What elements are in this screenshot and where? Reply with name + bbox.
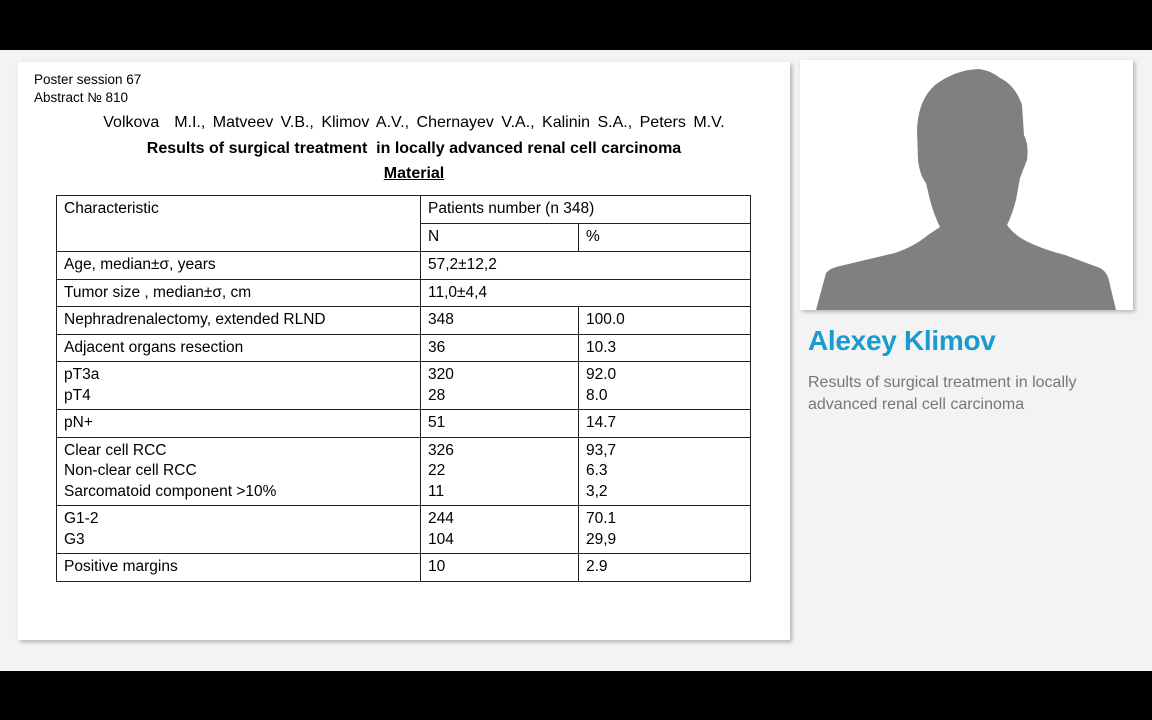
section-heading: Material [383,165,445,182]
characteristic-label: G3 [64,530,85,548]
n-cell [421,437,579,506]
percent-cell [579,334,751,362]
table-row [57,437,751,506]
header-percent: % [579,224,751,252]
median-value-cell: 11,0±4,4 [421,279,751,307]
characteristic-label: pT3a [64,366,100,383]
material-table [56,195,751,582]
percent-value: 8.0 [586,386,608,404]
percent-value: 14.7 [586,414,617,431]
table-row [57,554,751,582]
n-value: 348 [428,311,454,328]
session-info [34,71,141,107]
presentation-slide [18,62,790,640]
characteristic-label: Positive margins [64,558,178,575]
percent-value: 10.3 [586,338,617,356]
characteristic-label: Adjacent organs resection [64,338,244,356]
characteristic-label: pT4 [64,386,91,404]
n-cell [421,334,579,362]
n-value: 244 [428,510,454,527]
characteristic-cell [57,279,421,307]
abstract-number-label: Abstract № 810 [34,90,129,105]
n-value: 28 [428,386,446,404]
n-value: 326 [428,441,454,459]
n-value: 51 [428,414,446,431]
characteristic-label: Sarcomatoid component >10% [64,482,277,500]
table-row [57,279,751,307]
percent-cell [579,554,751,582]
table-row [57,252,751,280]
n-value: 22 [428,462,446,479]
n-cell [421,506,579,554]
percent-cell [579,437,751,506]
header-characteristic: Characteristic [57,196,421,252]
percent-value: 6.3 [586,462,608,479]
percent-value: 70.1 [586,510,617,527]
characteristic-cell [57,554,421,582]
n-cell [421,554,579,582]
percent-value: 93,7 [586,441,617,459]
characteristic-label: Clear cell RCC [64,441,167,459]
table-row [57,362,751,410]
n-cell [421,410,579,438]
characteristic-cell [57,334,421,362]
percent-cell [579,506,751,554]
person-silhouette-icon [800,60,1133,310]
header-patients-number: Patients number (n 348) [421,196,751,224]
n-cell [421,307,579,335]
percent-value: 92.0 [586,366,617,383]
characteristic-label: Nephradrenalectomy, extended RLND [64,311,326,328]
percent-value: 3,2 [586,482,608,500]
table-row [57,334,751,362]
table-row [57,410,751,438]
characteristic-cell [57,506,421,554]
speaker-name: Alexey Klimov [808,325,996,356]
percent-cell [579,307,751,335]
characteristic-label: Age, median±σ, years [64,256,216,273]
n-value: 36 [428,338,446,356]
n-value: 104 [428,530,454,548]
percent-value: 29,9 [586,530,617,548]
authors-line: Volkova M.I., Matveev V.B., Klimov A.V., Chernayev V.A., Kalinin S.A., Peters M.V. [103,114,725,131]
n-cell [421,362,579,410]
speaker-photo [800,60,1133,310]
characteristic-label: Tumor size , median±σ, cm [64,283,252,301]
percent-value: 2.9 [586,558,608,575]
percent-value: 100.0 [586,311,625,328]
characteristic-label: Non-clear cell RCC [64,462,197,479]
video-stage [0,50,1152,671]
n-value: 320 [428,366,454,383]
median-value-cell: 57,2±12,2 [421,252,751,280]
n-value: 11 [428,482,445,500]
n-value: 10 [428,558,446,575]
characteristic-cell [57,307,421,335]
table-row [57,307,751,335]
percent-cell [579,410,751,438]
characteristic-label: G1-2 [64,510,99,527]
table-row [57,506,751,554]
characteristic-cell [57,410,421,438]
characteristic-cell [57,437,421,506]
slide-title: Results of surgical treatment in locally advanced renal cell carcinoma [146,140,682,157]
speaker-talk-title: Results of surgical treatment in locally advanced renal cell carcinoma [808,374,1077,413]
characteristic-label: pN+ [64,414,93,431]
poster-session-label: Poster session 67 [34,72,142,87]
header-n: N [421,224,579,252]
table-header-row [57,196,751,224]
characteristic-cell [57,362,421,410]
characteristic-cell [57,252,421,280]
percent-cell [579,362,751,410]
